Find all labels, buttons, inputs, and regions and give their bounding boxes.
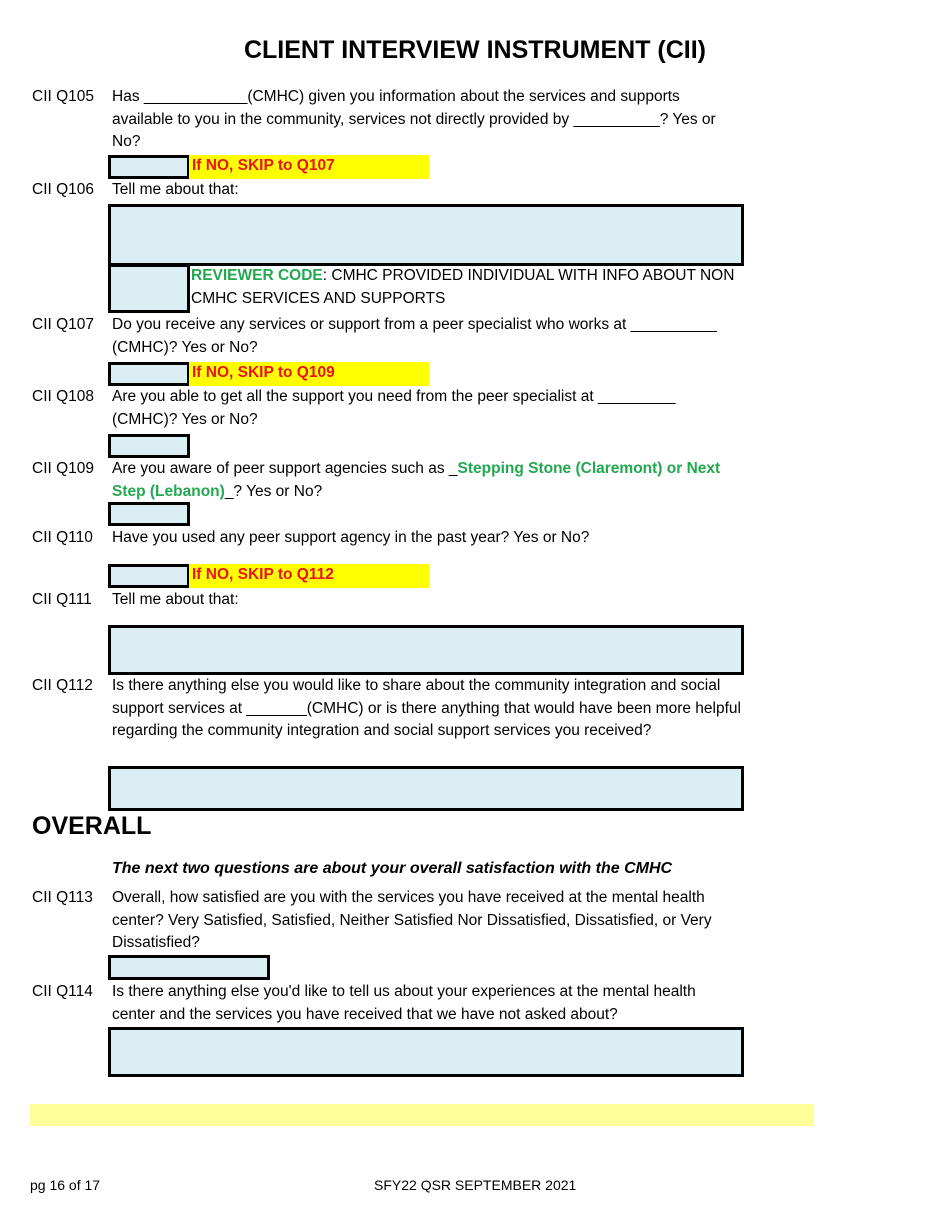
question-text-q111: Tell me about that: (112, 591, 239, 608)
answer-box-q110[interactable] (108, 564, 190, 588)
reviewer-code-box-q106[interactable] (108, 264, 190, 313)
answer-textarea-q111[interactable] (108, 625, 744, 675)
answer-box-q105[interactable] (108, 155, 190, 179)
question-text-q108: Are you able to get all the support you need from the peer specialist at _________ (CMHC)? Yes or No? (112, 388, 676, 428)
question-text-q110: Have you used any peer support agency in the past year? Yes or No? (112, 529, 590, 546)
question-id-q108: CII Q108 (32, 388, 95, 405)
question-id-q113: CII Q113 (32, 889, 93, 906)
question-text-q113: Overall, how satisfied are you with the services you have received at the mental health center? Very Satisfied, Satisfied, Neither Satisfied Nor Dissatisfied, Dissatisfied, or Very Dissatisfied? (112, 889, 712, 951)
question-text-q109-start: Are you aware of peer support agencies such as _ (112, 460, 458, 477)
section-heading-overall: OVERALL (32, 812, 152, 840)
question-id-q106: CII Q106 (32, 181, 95, 198)
peer-agencies-text: Stepping Stone (Claremont) or Next Step (Lebanon) (112, 460, 721, 500)
answer-textarea-q114[interactable] (108, 1027, 744, 1077)
question-text-q106: Tell me about that: (112, 181, 239, 198)
question-id-q109: CII Q109 (32, 460, 95, 477)
reviewer-code-note (191, 265, 751, 310)
question-id-q111: CII Q111 (32, 591, 92, 608)
skip-note-q105: If NO, SKIP to Q107 (189, 155, 429, 179)
question-id-q110: CII Q110 (32, 529, 93, 546)
answer-box-q108[interactable] (108, 434, 190, 458)
reviewer-code-text: : CMHC PROVIDED INDIVIDUAL WITH INFO ABOUT NON CMHC SERVICES AND SUPPORTS (191, 267, 735, 307)
page-number: pg 16 of 17 (30, 1177, 101, 1193)
question-id-q114: CII Q114 (32, 983, 93, 1000)
question-text-q109 (112, 458, 744, 503)
answer-box-q109[interactable] (108, 502, 190, 526)
question-text-q112: Is there anything else you would like to share about the community integration and social support services at _______(CMHC) or is there anything that would have been more helpful regarding the community integration and social support services you received? (112, 677, 741, 739)
question-id-q112: CII Q112 (32, 677, 93, 694)
skip-note-q107: If NO, SKIP to Q109 (189, 362, 429, 386)
reviewer-code-label: REVIEWER CODE (191, 267, 323, 284)
question-text-q114: Is there anything else you'd like to tell us about your experiences at the mental health center and the services you have received that we have not asked about? (112, 983, 696, 1023)
question-id-q107: CII Q107 (32, 316, 95, 333)
question-text-q109-end: _? Yes or No? (224, 482, 323, 500)
question-id-q105: CII Q105 (32, 88, 95, 105)
question-text-q105: Has ____________(CMHC) given you information about the services and supports available to you in the community, services not directly provided by __________? Yes or No? (112, 88, 716, 150)
answer-textarea-q112[interactable] (108, 766, 744, 811)
page-title: CLIENT INTERVIEW INSTRUMENT (CII) (243, 36, 707, 64)
skip-note-q110: If NO, SKIP to Q112 (189, 564, 429, 588)
overall-intro: The next two questions are about your overall satisfaction with the CMHC (112, 860, 673, 877)
answer-textarea-q106[interactable] (108, 204, 744, 266)
answer-box-q107[interactable] (108, 362, 190, 386)
question-text-q107: Do you receive any services or support from a peer specialist who works at __________ (CMHC)? Yes or No? (112, 316, 717, 356)
highlight-band (30, 1104, 814, 1126)
document-footer: SFY22 QSR SEPTEMBER 2021 (374, 1177, 577, 1193)
answer-box-q113[interactable] (108, 955, 270, 980)
